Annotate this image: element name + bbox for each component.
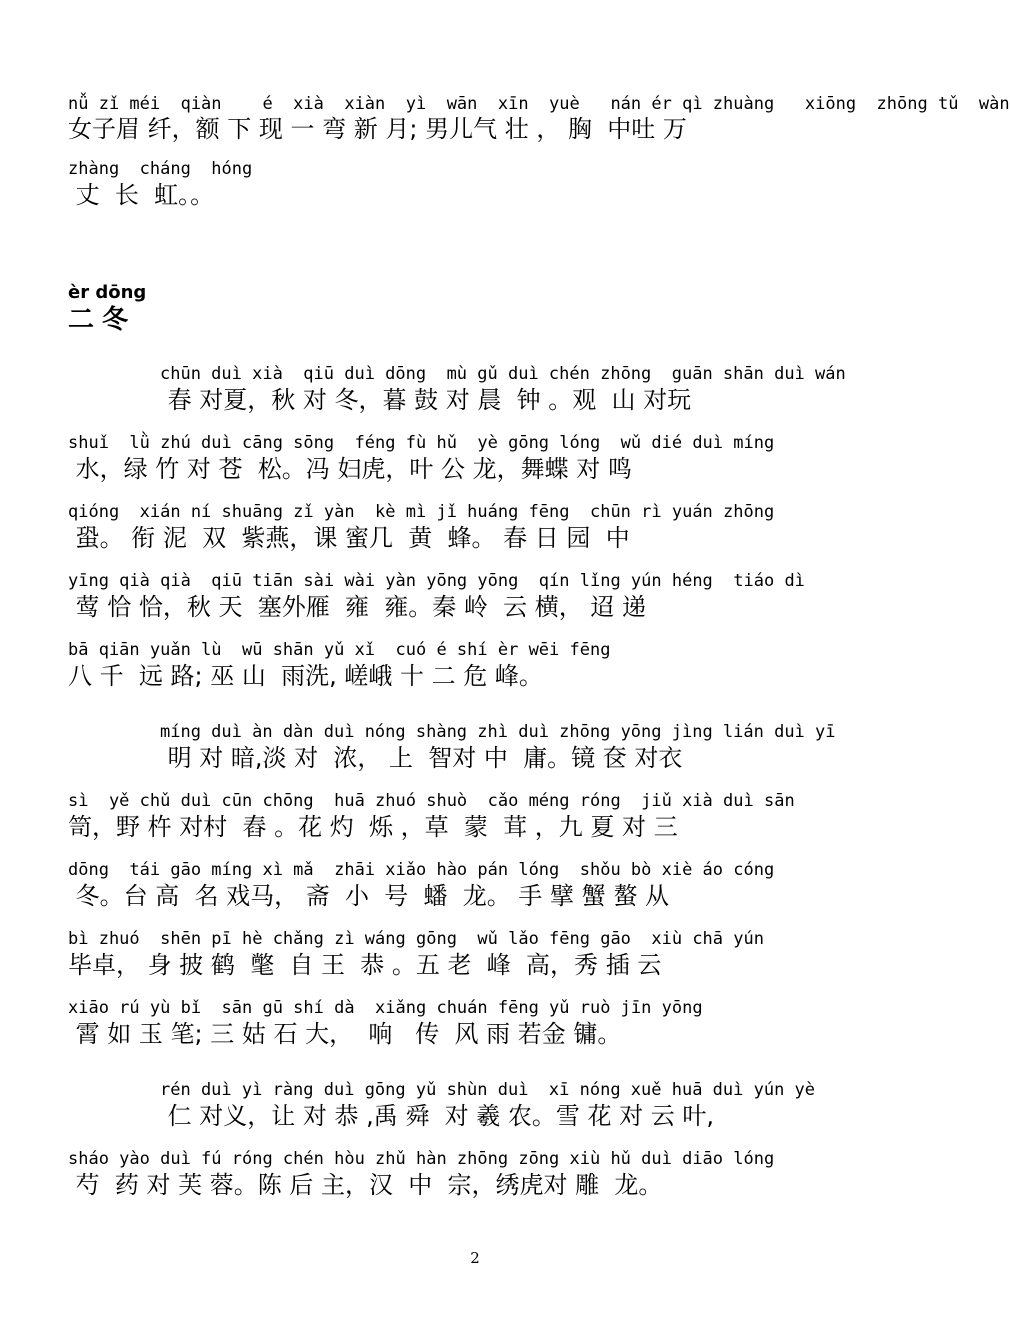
- section-title: 二冬: [68, 305, 137, 335]
- hanzi-line: 笥，野 杵 对村 舂 。花 灼 烁 ，草 蒙 茸 ，九 夏 对 三: [68, 813, 678, 841]
- hanzi-line: 女子眉 纤，额 下 现 一 弯 新 月; 男儿气 壮 ， 胸 中吐 万: [68, 115, 687, 143]
- hanzi-line: 明 对 暗,淡 对 浓， 上 智对 中 庸。镜 奁 对衣: [160, 744, 683, 772]
- pinyin-line: zhàng cháng hóng: [68, 159, 253, 179]
- pinyin-line: xiāo rú yù bǐ sān gū shí dà xiǎng chuán fēng yǔ ruò jīn yōng: [68, 998, 703, 1018]
- hanzi-line: 水，绿 竹 对 苍 松。冯 妇虎，叶 公 龙，舞蝶 对 鸣: [68, 455, 632, 483]
- pinyin-line: bā qiān yuǎn lù wū shān yǔ xǐ cuó é shí èr wēi fēng: [68, 640, 611, 660]
- hanzi-line: 春 对夏，秋 对 冬，暮 鼓 对 晨 钟 。观 山 对玩: [160, 386, 692, 414]
- pinyin-line: qióng xián ní shuāng zǐ yàn kè mì jǐ huáng fēng chūn rì yuán zhōng: [68, 502, 775, 522]
- section-title-pinyin: èr dōng: [68, 282, 147, 303]
- pinyin-line: nǚ zǐ méi qiàn é xià xiàn yì wān xīn yuè nán ér qì zhuàng xiōng zhōng tǔ wàn: [68, 94, 1010, 114]
- pinyin-line: shuǐ lǜ zhú duì cāng sōng féng fù hǔ yè gōng lóng wǔ dié duì míng: [68, 433, 775, 453]
- hanzi-line: 八 千 远 路; 巫 山 雨洗, 嵯峨 十 二 危 峰。: [68, 662, 543, 690]
- pinyin-line: bì zhuó shēn pī hè chǎng zì wáng gōng wǔ lǎo fēng gāo xiù chā yún: [68, 929, 764, 949]
- pinyin-line: rén duì yì ràng duì gōng yǔ shùn duì xī nóng xuě huā duì yún yè: [160, 1080, 816, 1100]
- hanzi-line: 霄 如 玉 笔; 三 姑 石 大， 响 传 风 雨 若金 镛。: [68, 1020, 622, 1048]
- pinyin-line: chūn duì xià qiū duì dōng mù gǔ duì chén zhōng guān shān duì wán: [160, 364, 846, 384]
- hanzi-line: 芍 药 对 芙 蓉。陈 后 主，汉 中 宗，绣虎对 雕 龙。: [68, 1171, 663, 1199]
- pinyin-line: yīng qià qià qiū tiān sài wài yàn yōng yōng qín lǐng yún héng tiáo dì: [68, 571, 805, 591]
- hanzi-line: 毕卓， 身 披 鹤 氅 自 王 恭 。五 老 峰 高，秀 插 云: [68, 951, 662, 979]
- pinyin-line: sháo yào duì fú róng chén hòu zhǔ hàn zhōng zōng xiù hǔ duì diāo lóng: [68, 1149, 775, 1169]
- page-number: 2: [470, 1249, 480, 1267]
- pinyin-line: míng duì àn dàn duì nóng shàng zhì duì zhōng yōng jìng lián duì yī: [160, 722, 836, 742]
- pinyin-line: dōng tái gāo míng xì mǎ zhāi xiǎo hào pán lóng shǒu bò xiè áo cóng: [68, 860, 775, 880]
- hanzi-line: 蛩。 衔 泥 双 紫燕，课 蜜几 黄 蜂。 春 日 园 中: [68, 524, 630, 552]
- hanzi-line: 冬。台 高 名 戏马， 斋 小 号 蟠 龙。 手 擘 蟹 螯 从: [68, 882, 669, 910]
- pinyin-line: sì yě chǔ duì cūn chōng huā zhuó shuò cǎo méng róng jiǔ xià duì sān: [68, 791, 795, 811]
- hanzi-line: 仁 对义，让 对 恭 ,禹 舜 对 羲 农。雪 花 对 云 叶,: [160, 1102, 715, 1130]
- hanzi-line: 丈 长 虹。。: [68, 181, 215, 209]
- hanzi-line: 莺 恰 恰，秋 天 塞外雁 雍 雍。秦 岭 云 横， 迢 递: [68, 593, 647, 621]
